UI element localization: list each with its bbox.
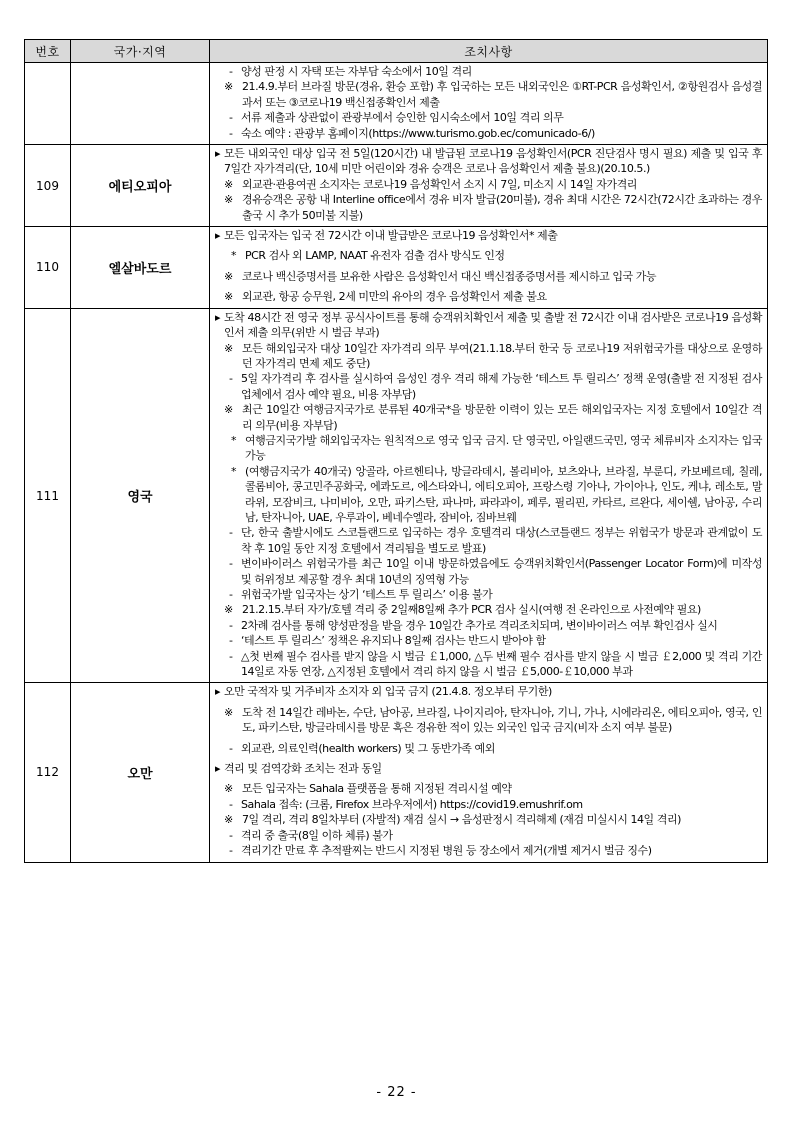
measure-line [215, 587, 762, 602]
measures-cell [210, 227, 768, 309]
measure-text: 21.4.9.부터 브라질 방문(경유, 환승 포함) 후 입국하는 모든 내외국인은 ①RT-PCR 음성확인서, ②항원검사 음성결과서 또는 ③코로나19 백신접종확인서 제출 [242, 80, 762, 109]
measure-line [215, 843, 762, 858]
measures-cell [210, 63, 768, 145]
measure-text: 외교관·관용여권 소지자는 코로나19 음성확인서 소지 시 7일, 미소지 시 14일 자가격리 [242, 177, 637, 191]
bullet-marker: * [231, 249, 237, 263]
measure-text: 오만 국적자 및 거주비자 소지자 외 입국 금지 (21.4.8. 정오부터 무기한) [224, 685, 552, 699]
measure-text: 모든 내외국인 대상 입국 전 5일(120시간) 내 발급된 코로나19 음성확인서(PCR 진단검사 명시 필요) 제출 및 입국 후 7일간 자가격리(단, 10세 미만 어린이와 경유 승객은 코로나 음성확인서 제출 불요)(20.10.5.) [224, 147, 762, 176]
bullet-marker: - [229, 126, 233, 140]
bullet-marker: ※ [224, 269, 233, 283]
table-row [25, 683, 768, 862]
measures-cell [210, 308, 768, 683]
table-row [25, 227, 768, 309]
measure-line [215, 64, 762, 79]
measure-line [215, 177, 762, 192]
header-no: 번호 [25, 40, 71, 63]
table-header-row [25, 40, 768, 63]
measure-text: 최근 10일간 여행금지국가로 분류된 40개국*을 방문한 이력이 있는 모든 해외입국자는 지정 호텔에서 10일간 격리 의무(비용 자부담) [242, 403, 762, 432]
measure-text: 단, 한국 출발시에도 스코틀랜드로 입국하는 경우 호텔격리 대상(스코틀랜드 정부는 위험국가 방문과 관계없이 도착 후 10일 동안 지정 호텔에서 격리됨을 별도로 발표) [241, 526, 762, 555]
measure-text: (여행금지국가 40개국) 앙골라, 아르헨티나, 방글라데시, 볼리비아, 보츠와나, 브라질, 부룬디, 카보베르데, 칠레, 콜롬비아, 콩고민주공화국, 에콰도르, 에스타와니, 에티오피아, 프랑스령 기아나, 가이아나, 인도, 케냐, 레소토, 말라위, 모잠비크, 나미비아, 오만, 파키스탄, 파나마, 파라과이, 페루, 필리핀, 카타르, 르완다, 세이쉘, 남아공, 수리남, 탄자니아, UAE, 우루과이, 베네수엘라, 잠비아, 짐바브웨 [245, 464, 762, 524]
bullet-marker: - [229, 588, 233, 601]
measure-line [215, 371, 762, 402]
measure-line [215, 402, 762, 433]
measure-text: 외교관, 항공 승무원, 2세 미만의 유아의 경우 음성확인서 제출 불요 [242, 290, 547, 304]
measure-line [215, 79, 762, 110]
measure-text: 모든 입국자는 입국 전 72시간 이내 발급받은 코로나19 음성확인서* 제출 [224, 229, 558, 243]
measure-text: 경유승객은 공항 내 Interline office에서 경유 비자 발급(20미불), 경유 최대 시간은 72시간(72시간 초과하는 경우 출국 시 추가 50미불 지불) [242, 193, 762, 222]
country-name: 엘살바도르 [71, 227, 210, 309]
measure-line [215, 741, 762, 756]
measure-text: 도착 48시간 전 영국 정부 공식사이트를 통해 승객위치확인서 제출 및 출발 전 72시간 이내 검사받은 코로나19 음성확인서 제출 의무(위반 시 벌금 부과) [224, 310, 762, 340]
table-row [25, 308, 768, 683]
bullet-marker: - [229, 741, 233, 755]
bullet-marker: ※ [224, 403, 233, 417]
measure-text: 격리 중 출국(8일 이하 체류) 불가 [241, 828, 393, 842]
measure-line [215, 602, 762, 617]
measure-text: 모든 입국자는 Sahala 플랫폼을 통해 지정된 격리시설 예약 [242, 782, 512, 796]
bullet-marker: - [229, 111, 233, 125]
bullet-marker: ※ [224, 782, 233, 796]
measure-text: 격리 및 검역강화 조치는 전과 동일 [224, 762, 382, 776]
measure-line [215, 126, 762, 141]
measure-text: 변이바이러스 위험국가를 최근 10일 이내 방문하였음에도 승객위치확인서(Passenger Locator Form)에 미작성 및 허위정보 제공할 경우 최대 10년의 징역형 가능 [241, 557, 762, 586]
bullet-marker: ※ [224, 80, 233, 94]
measure-line [215, 797, 762, 812]
row-number: 111 [25, 308, 71, 683]
bullet-marker: ※ [224, 290, 233, 304]
bullet-marker: - [229, 634, 233, 648]
row-number: 110 [25, 227, 71, 309]
measure-text: 위험국가발 입국자는 상기 ‘테스트 투 릴리스’ 이용 불가 [241, 588, 493, 601]
table-row [25, 63, 768, 145]
bullet-marker: - [229, 649, 233, 663]
measure-text: 21.2.15.부터 자가/호텔 격리 중 2일째8일째 추가 PCR 검사 실시(여행 전 온라인으로 사전예약 필요) [242, 603, 701, 617]
bullet-marker: - [229, 828, 233, 842]
measure-line [215, 433, 762, 464]
measure-line [215, 828, 762, 843]
measure-line [215, 705, 762, 736]
measure-text: 5일 자가격리 후 검사를 실시하여 음성인 경우 격리 해제 가능한 ‘테스트 투 릴리스’ 정책 운영(출발 전 지정된 검사업체에서 검사 예약 필요, 비용 자부담) [241, 372, 762, 401]
row-number: 112 [25, 683, 71, 862]
measure-text: 모든 해외입국자 대상 10일간 자가격리 의무 부여(21.1.18.부터 한국 등 코로나19 저위험국가를 대상으로 운영하던 자가격리 면제 제도 중단) [242, 341, 762, 370]
country-name: 에티오피아 [71, 145, 210, 227]
bullet-marker: ※ [224, 813, 233, 827]
country-name: 오만 [71, 683, 210, 862]
measure-line [215, 812, 762, 827]
header-measures: 조치사항 [210, 40, 768, 63]
measure-line [215, 649, 762, 680]
bullet-marker: - [229, 372, 233, 386]
measure-line [215, 761, 762, 776]
bullet-marker: - [229, 797, 233, 811]
bullet-marker: - [229, 526, 233, 540]
measure-line [215, 781, 762, 796]
measure-line [215, 269, 762, 284]
measures-cell [210, 145, 768, 227]
table-body [25, 63, 768, 863]
measure-line [215, 228, 762, 243]
measure-line [215, 310, 762, 341]
measure-text: 도착 전 14일간 레바논, 수단, 남아공, 브라질, 나이지리아, 탄자니아, 기니, 가나, 시에라리온, 에티오피아, 영국, 인도, 파키스탄, 방글라데시를 방문 혹은 경유한 적이 있는 외국인 입국 금지(비자 소지 여부 불문) [242, 705, 762, 735]
measure-line [215, 341, 762, 372]
country-name [71, 63, 210, 145]
measure-text: 숙소 예약 : 관광부 홈페이지(https://www.turismo.gob.ec/comunicado-6/) [241, 126, 595, 140]
header-country: 국가·지역 [71, 40, 210, 63]
bullet-marker: - [229, 844, 233, 858]
measure-text: 7일 격리, 격리 8일차부터 (자발적) 재검 실시 → 음성판정시 격리해제 (재검 미실시시 14일 격리) [242, 813, 681, 827]
bullet-marker: ▸ [215, 147, 221, 161]
measure-text: PCR 검사 외 LAMP, NAAT 유전자 검출 검사 방식도 인정 [245, 249, 505, 263]
measure-line [215, 556, 762, 587]
measure-line [215, 192, 762, 223]
measure-text: 2차례 검사를 통해 양성판정을 받을 경우 10일간 추가로 격리조치되며, 변이바이러스 여부 확인검사 실시 [241, 618, 718, 632]
measure-text: 외교관, 의료인력(health workers) 및 그 동반가족 예외 [241, 741, 495, 755]
measure-line [215, 633, 762, 648]
country-name: 영국 [71, 308, 210, 683]
measure-text: 양성 판정 시 자택 또는 자부담 숙소에서 10일 격리 [241, 65, 472, 78]
bullet-marker: ※ [224, 193, 233, 207]
measure-line [215, 618, 762, 633]
measure-line [215, 110, 762, 125]
measure-text: 여행금지국가발 해외입국자는 원칙적으로 영국 입국 금지. 단 영국민, 아일랜드국민, 영국 체류비자 소지자는 입국 가능 [245, 433, 762, 463]
bullet-marker: - [229, 65, 233, 78]
measure-text: 서류 제출과 상관없이 관광부에서 승인한 임시숙소에서 10일 격리 의무 [241, 111, 564, 125]
measure-line [215, 146, 762, 177]
measure-text: 격리기간 만료 후 추적팔찌는 반드시 지정된 병원 등 장소에서 제거(개별 제거시 벌금 징수) [241, 844, 652, 858]
bullet-marker: - [229, 557, 233, 571]
measure-line [215, 248, 762, 263]
bullet-marker: ▸ [215, 310, 221, 324]
row-number [25, 63, 71, 145]
measure-line [215, 525, 762, 556]
bullet-marker: ▸ [215, 685, 221, 699]
measure-text: ‘테스트 투 릴리스’ 정책은 유지되나 8일째 검사는 반드시 받아야 함 [241, 634, 546, 648]
bullet-marker: ※ [224, 341, 233, 355]
bullet-marker: * [231, 464, 237, 478]
bullet-marker: * [231, 433, 237, 447]
measure-line [215, 684, 762, 699]
measure-text: 코로나 백신증명서를 보유한 사람은 음성확인서 대신 백신접종증명서를 제시하고 입국 가능 [242, 269, 657, 283]
measures-cell [210, 683, 768, 862]
table-row [25, 145, 768, 227]
measure-text: △첫 번째 필수 검사를 받지 않을 시 벌금 ￡1,000, △두 번째 필수 검사를 받지 않을 시 벌금 ￡2,000 및 격리 기간 14일로 자동 연장, △지정된 호텔에서 격리 하지 않을 시 벌금 ￡5,000-￡10,000 부과 [241, 649, 762, 679]
bullet-marker: ※ [224, 603, 233, 617]
measures-table [24, 39, 768, 863]
bullet-marker: ▸ [215, 762, 221, 776]
bullet-marker: - [229, 618, 233, 632]
measure-line [215, 289, 762, 304]
measure-line [215, 464, 762, 526]
measure-text: Sahala 접속: (크롬, Firefox 브라우저에서) https://covid19.emushrif.om [241, 797, 583, 811]
bullet-marker: ※ [224, 177, 233, 191]
row-number: 109 [25, 145, 71, 227]
bullet-marker: ※ [224, 705, 233, 719]
page-number: - 22 - [376, 1085, 417, 1100]
bullet-marker: ▸ [215, 229, 221, 243]
